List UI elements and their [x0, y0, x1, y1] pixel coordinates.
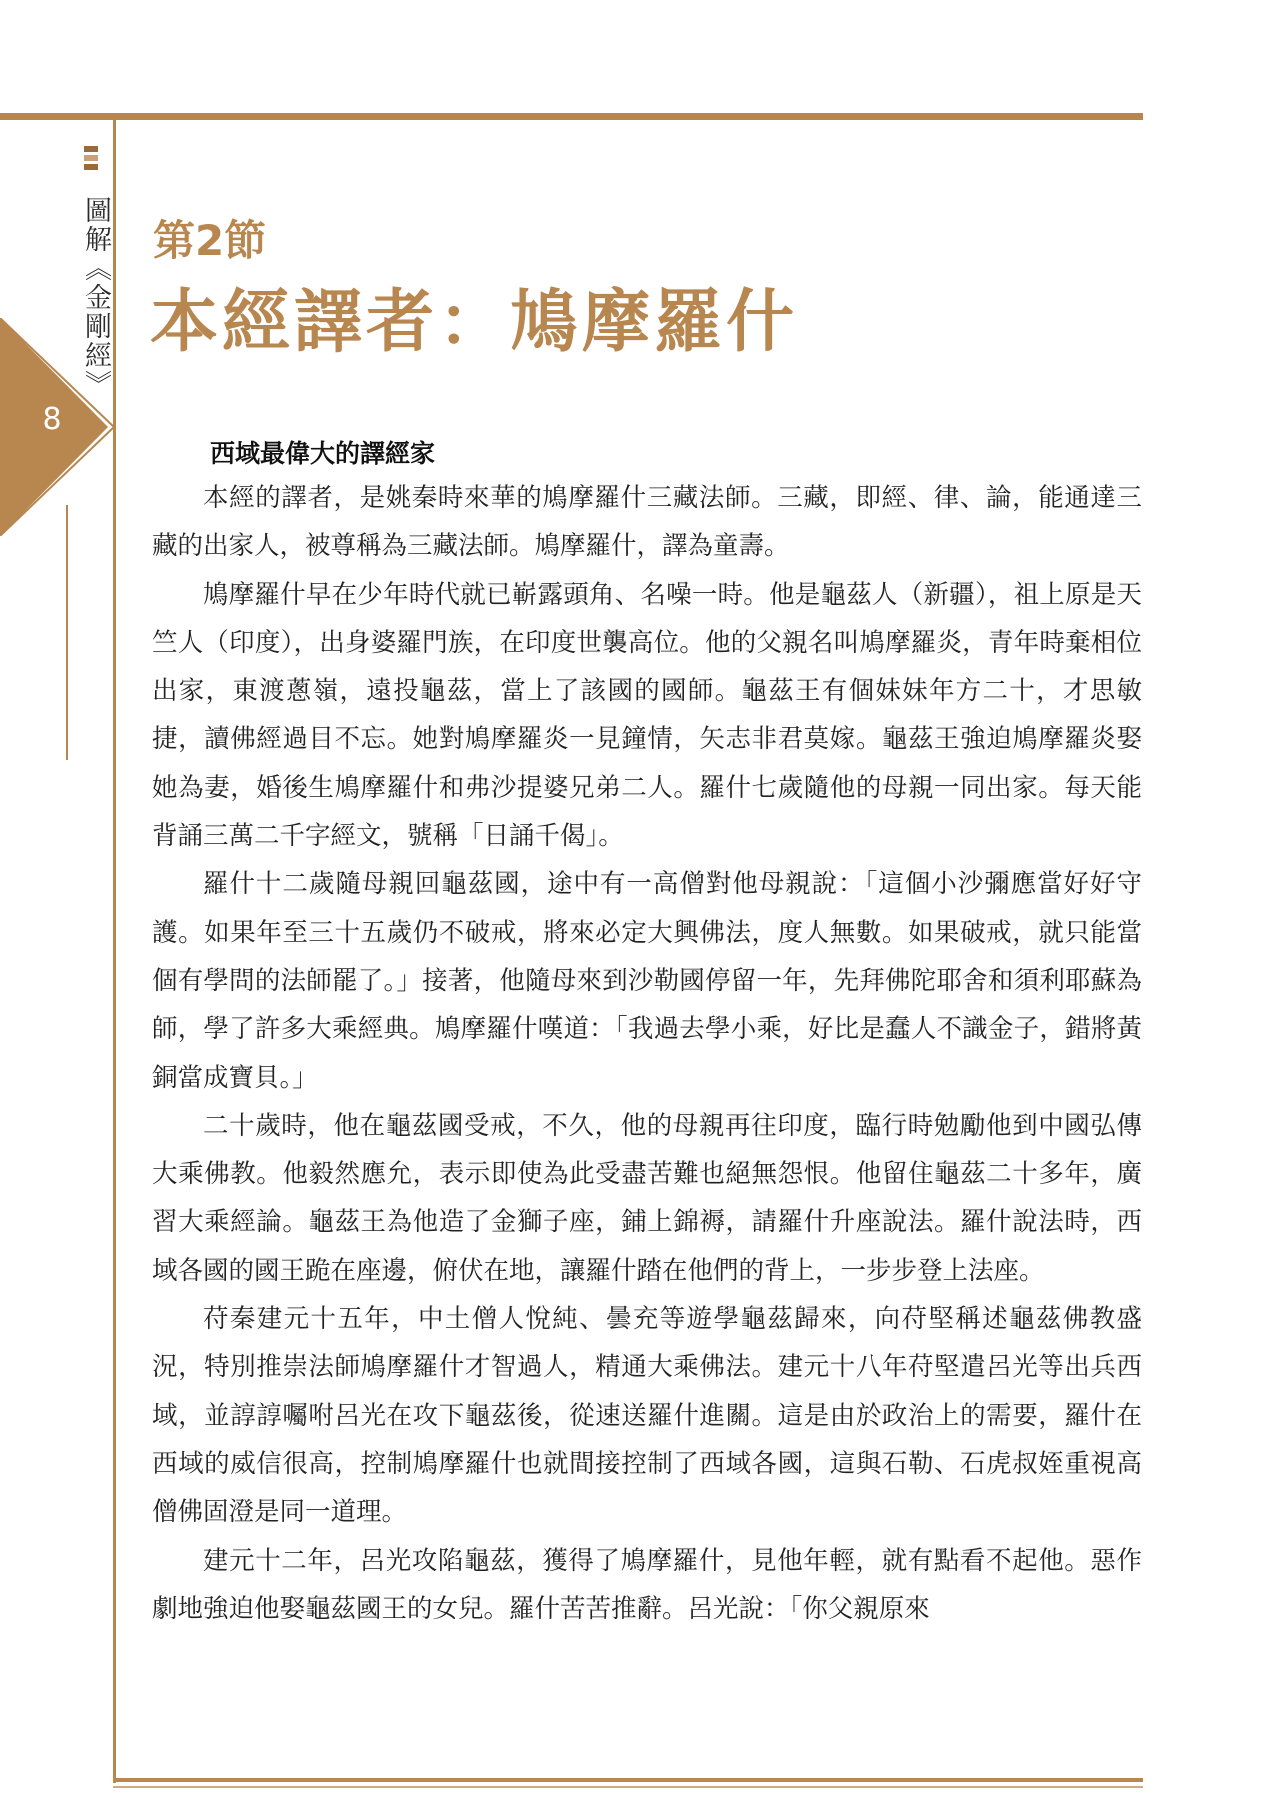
book-title: 圖解《金剛經》	[80, 196, 111, 399]
page-number: 8	[42, 402, 62, 437]
section-label: 第2節	[153, 216, 267, 265]
bottom-rule-thin	[113, 1786, 1143, 1788]
inner-margin-rule	[66, 505, 68, 760]
chapter-title: 本經譯者：鳩摩羅什	[150, 283, 799, 362]
bottom-rule	[113, 1778, 1143, 1782]
top-rule	[0, 113, 1143, 120]
book-mark-icon	[84, 146, 98, 173]
paragraph: 苻秦建元十五年，中土僧人悅純、曇充等遊學龜茲歸來，向苻堅稱述龜茲佛教盛況，特別推崇法師鳩摩羅什才智過人，精通大乘佛法。建元十八年苻堅遣呂光等出兵西域，並諄諄囑咐呂光在攻下龜茲後，從速送羅什進關。這是由於政治上的需要，羅什在西域的威信很高，控制鳩摩羅什也就間接控制了西域各國，這與石勒、石虎叔姪重視高僧佛固澄是同一道理。	[152, 1304, 1142, 1528]
paragraph: 建元十二年，呂光攻陷龜茲，獲得了鳩摩羅什，見他年輕，就有點看不起他。惡作劇地強迫他娶龜茲國王的女兒。羅什苦苦推辭。呂光說：「你父親原來	[152, 1545, 1142, 1624]
paragraph: 二十歲時，他在龜茲國受戒，不久，他的母親再往印度，臨行時勉勵他到中國弘傳大乘佛教。他毅然應允，表示即使為此受盡苦難也絕無怨恨。他留住龜茲二十多年，廣習大乘經論。龜茲王為他造了金獅子座，鋪上錦褥，請羅什升座說法。羅什說法時，西域各國的國王跪在座邊，俯伏在地，讓羅什踏在他們的背上，一步步登上法座。	[152, 1110, 1142, 1286]
body-text	[152, 474, 1142, 1633]
paragraph: 本經的譯者，是姚秦時來華的鳩摩羅什三藏法師。三藏，即經、律、論，能通達三藏的出家人，被尊稱為三藏法師。鳩摩羅什，譯為童壽。	[152, 483, 1142, 562]
subheading: 西域最偉大的譯經家	[210, 439, 436, 468]
paragraph: 羅什十二歲隨母親回龜茲國，途中有一高僧對他母親說：「這個小沙彌應當好好守護。如果年至三十五歲仍不破戒，將來必定大興佛法，度人無數。如果破戒，就只能當個有學問的法師罷了。」接著，他隨母來到沙勒國停留一年，先拜佛陀耶舍和須利耶蘇為師，學了許多大乘經典。鳩摩羅什嘆道：「我過去學小乘，好比是蠢人不識金子，錯將黃銅當成寶貝。」	[152, 869, 1142, 1093]
paragraph: 鳩摩羅什早在少年時代就已嶄露頭角、名噪一時。他是龜茲人（新疆），祖上原是天竺人（印度），出身婆羅門族，在印度世襲高位。他的父親名叫鳩摩羅炎，青年時棄相位出家，東渡蔥嶺，遠投龜茲，當上了該國的國師。龜茲王有個妹妹年方二十，才思敏捷，讀佛經過目不忘。她對鳩摩羅炎一見鐘情，矢志非君莫嫁。龜茲王強迫鳩摩羅炎娶她為妻，婚後生鳩摩羅什和弗沙提婆兄弟二人。羅什七歲隨他的母親一同出家。每天能背誦三萬二千字經文，號稱「日誦千偈」。	[152, 579, 1142, 852]
